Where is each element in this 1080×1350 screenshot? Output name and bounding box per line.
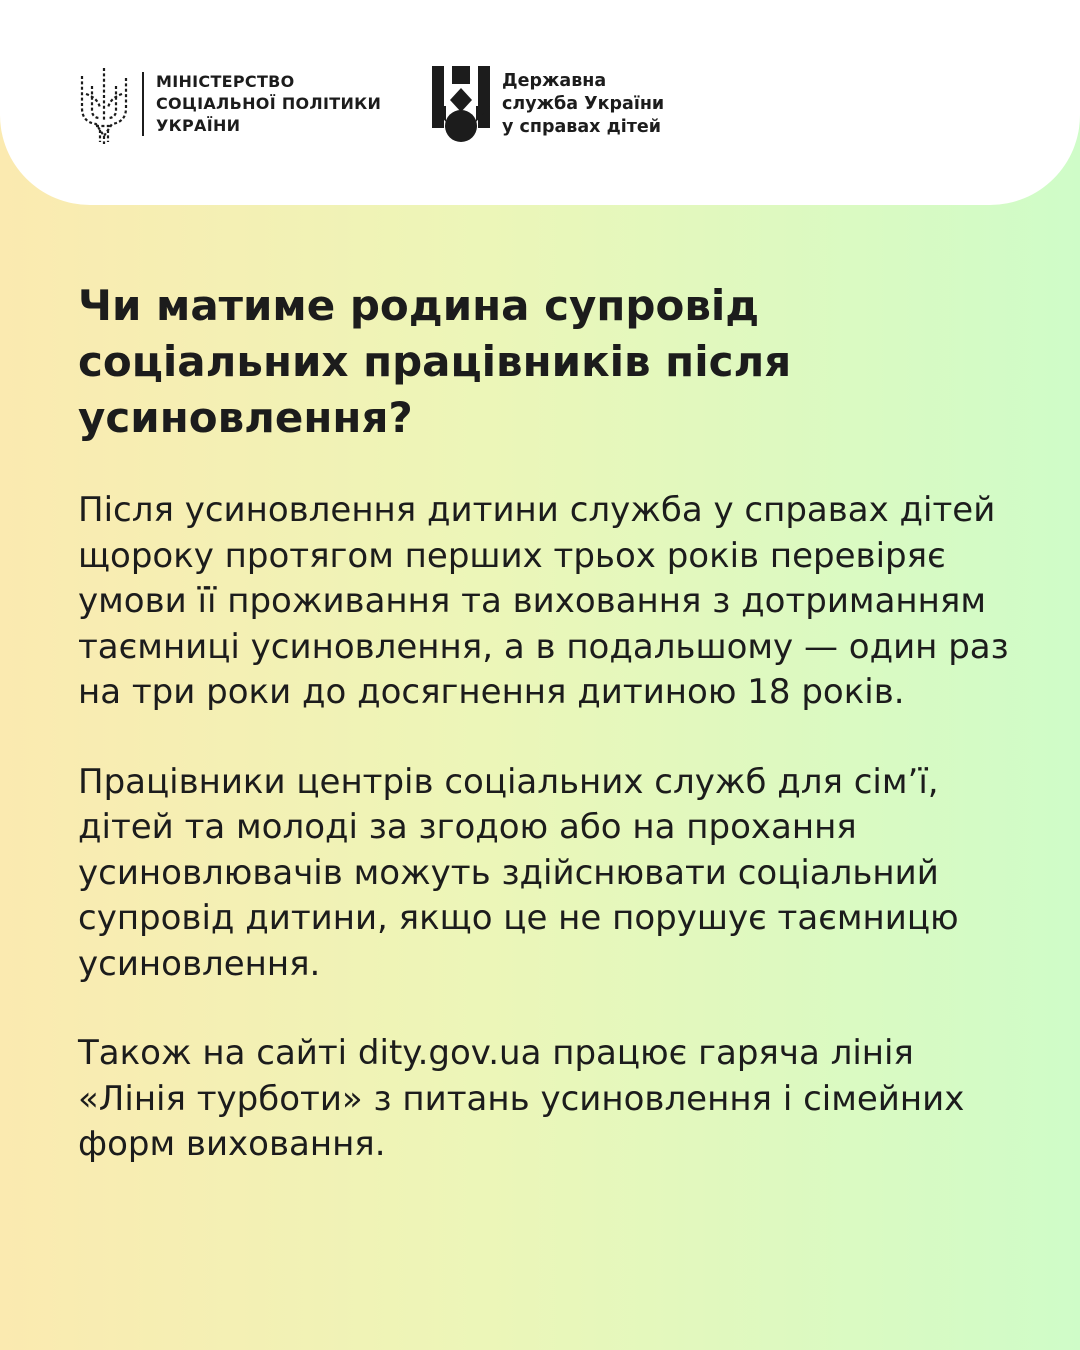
- paragraph-checks: Після усиновлення дитини служба у справах дітей щороку протягом перших трьох років перевіряє умови її проживання та виховання з дотриманням таємниці усиновлення, а в подальшому — один раз на три роки до досягнення дитиною 18 років.: [78, 490, 1009, 712]
- service-name-line-3: у справах дітей: [502, 116, 661, 137]
- paragraph-hotline: Також на сайті dity.gov.ua працює гаряча лінія «Лінія турботи» з питань усиновлення і сімейних форм виховання.: [78, 1033, 965, 1164]
- ministry-name-line-3: УКРАЇНИ: [156, 116, 241, 135]
- service-logo: [432, 66, 664, 142]
- header: [0, 0, 1080, 205]
- state-service-mark-icon: [432, 66, 490, 142]
- service-name-line-1: Державна: [502, 70, 607, 91]
- main-content: [78, 278, 1028, 1212]
- ministry-name: [156, 71, 381, 137]
- service-name-line-2: служба України: [502, 93, 665, 114]
- ministry-name-line-2: СОЦІАЛЬНОЇ ПОЛІТИКИ: [156, 94, 382, 113]
- trident-icon: [78, 64, 130, 144]
- ministry-logo: [78, 64, 381, 144]
- logo-divider: [142, 72, 144, 136]
- ministry-name-line-1: МІНІСТЕРСТВО: [156, 72, 295, 91]
- service-name: [502, 70, 664, 139]
- paragraph-social-support: Працівники центрів соціальних служб для сім’ї, дітей та молоді за згодою або на прохання усиновлювачів можуть здійснювати соціальний супровід дитини, якщо це не порушує таємницю усиновлення.: [78, 761, 959, 984]
- page-title: Чи матиме родина супровід соціальних працівників після усиновлення?: [78, 281, 792, 442]
